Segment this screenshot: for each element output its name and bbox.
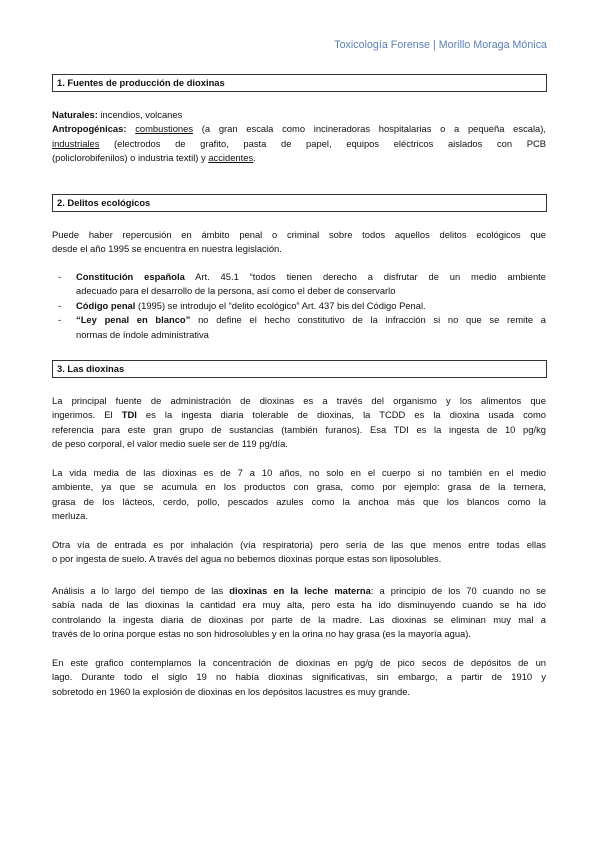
list-item-line bbox=[76, 313, 546, 327]
antropogenicas-text-2: (electrodos de grafito, pasta de papel, equipos eléctricos aislados con PCB bbox=[99, 137, 546, 149]
paragraph-line: sobretodo en 1960 la explosión de dioxinas en los depósitos lacustres es muy grande. bbox=[52, 685, 411, 697]
list-item-line bbox=[76, 270, 546, 284]
naturales-text: incendios, volcanes bbox=[97, 109, 183, 120]
naturales-label: Naturales: bbox=[52, 109, 98, 120]
dioxinas-paragraph-2 bbox=[52, 466, 546, 524]
paragraph-text: ingerimos. El bbox=[52, 409, 122, 421]
paragraph-line: sabía nada de las dioxinas la cantidad era muy alta, pero esta ha ido disminuyendo cuando se ha ido bbox=[52, 599, 546, 611]
accidentes-text: accidentes bbox=[208, 152, 254, 164]
section-title-text: 2. Delitos ecológicos bbox=[57, 197, 151, 208]
list-item-line: adecuado para el desarrollo de la persona, así como el deber de conservarlo bbox=[76, 285, 396, 297]
delitos-list bbox=[52, 270, 546, 342]
antropogenicas-text-3: (policlorobifenilos) o industria textil) y bbox=[52, 152, 209, 164]
paragraph-text: : a principio de los 70 cuando no se bbox=[370, 585, 546, 596]
list-item-line bbox=[76, 299, 546, 313]
section-delitos-intro bbox=[52, 228, 546, 257]
paragraph-line: grasa de los lácteos, cerdo, pollo, pescados azules como la anchoa más que los blancos como la bbox=[52, 495, 546, 507]
paragraph-line: través de lo orina porque estas no son hidrosolubles y en la orina no hay grasa (es la mayoría agua). bbox=[52, 628, 471, 640]
paragraph-line: referencia para este gran grupo de sustancias (también furanos). Esa TDI es la ingesta de 10 pg/kg bbox=[52, 423, 546, 435]
list-item-text: no define el hecho constitutivo de la infracción si no que se remite a bbox=[190, 314, 546, 326]
antropogenicas-line-3 bbox=[52, 151, 546, 165]
naturales-line bbox=[52, 108, 546, 122]
dioxinas-paragraph-4 bbox=[52, 584, 546, 642]
list-item-line: normas de índole administrativa bbox=[76, 328, 209, 340]
paragraph-line bbox=[52, 584, 546, 598]
tdi-term: TDI bbox=[121, 409, 137, 421]
list-item-ley-penal bbox=[52, 313, 546, 342]
list-item-codigo-penal bbox=[52, 299, 546, 313]
industriales-text: industriales bbox=[52, 137, 100, 149]
list-item-bold: Constitución española bbox=[76, 271, 185, 282]
section-title-delitos bbox=[52, 194, 547, 212]
list-item-bold: Código penal bbox=[76, 299, 136, 311]
list-item-text: Art. 45.1 “todos tienen derecho a disfrutar de un medio ambiente bbox=[184, 271, 546, 282]
paragraph-line: La principal fuente de administración de dioxinas es a través del organismo y los alimentos que bbox=[52, 395, 546, 406]
antropogenicas-label: Antropogénicas: bbox=[52, 123, 127, 135]
list-item-text: (1995) se introdujo el “delito ecológico” Art. 437 bis del Código Penal. bbox=[135, 299, 426, 311]
antropogenicas-line-2 bbox=[52, 137, 546, 151]
paragraph-line: o por ingesta de suelo. A través del agua no bebemos dioxinas porque estas son liposolubles. bbox=[52, 553, 442, 565]
antropogenicas-end: . bbox=[253, 152, 256, 164]
section-title-text: 1. Fuentes de producción de dioxinas bbox=[57, 77, 225, 88]
paragraph-line: La vida media de las dioxinas es de 7 a 10 años, no solo en el cuerpo si no también en el medio bbox=[52, 467, 546, 478]
leche-materna-term: dioxinas en la leche materna bbox=[229, 585, 371, 596]
paragraph-line: de peso corporal, el valor medio suele ser de 119 pg/día. bbox=[52, 438, 288, 450]
page-header: Toxicología Forense | Morillo Moraga Mónica bbox=[334, 39, 547, 51]
section-title-fuentes bbox=[52, 74, 547, 92]
paragraph-line: desde el año 1995 se encuentra en nuestra legislación. bbox=[52, 243, 282, 255]
list-dash: - bbox=[58, 271, 62, 282]
combustiones-text: combustiones bbox=[135, 123, 194, 135]
list-dash: - bbox=[58, 314, 62, 326]
section-fuentes-body bbox=[52, 108, 546, 166]
paragraph-line: Puede haber repercusión en ámbito penal o criminal sobre todos aquellos delitos ecológicos que bbox=[52, 229, 546, 240]
paragraph-text: Análisis a lo largo del tiempo de las bbox=[52, 585, 230, 596]
paragraph-line bbox=[52, 408, 546, 422]
section-title-dioxinas bbox=[52, 360, 547, 378]
list-item-bold: “Ley penal en blanco” bbox=[76, 314, 191, 326]
dioxinas-paragraph-3 bbox=[52, 538, 546, 567]
list-item-constitucion bbox=[52, 270, 546, 299]
paragraph-line: Otra vía de entrada es por inhalación (vía respiratoria) pero sería de las que menos entre todas ellas bbox=[52, 539, 546, 550]
antropogenicas-line-1 bbox=[52, 122, 546, 136]
antropogenicas-text-1: (a gran escala como incineradoras hospitalarias o a pequeña escala), bbox=[193, 123, 546, 135]
dioxinas-paragraph-5 bbox=[52, 656, 546, 699]
paragraph-line: ambiente, ya que se acumula en los productos con grasa, como por ejemplo: grasa de la ternera, bbox=[52, 481, 546, 493]
paragraph-line: controlando la ingesta diaria de dioxinas por parte de la madre. Las dioxinas se eliminan muy mal a bbox=[52, 613, 546, 625]
paragraph-line: En este grafico contemplamos la concentración de dioxinas en pg/g de pico secos de depósitos de un bbox=[52, 657, 546, 668]
section-title-text: 3. Las dioxinas bbox=[57, 363, 125, 374]
paragraph-line: merluza. bbox=[52, 510, 88, 522]
paragraph-line: lago. Durante todo el siglo 19 no había dioxinas significativas, sin embargo, a partir de 1910 y bbox=[52, 671, 546, 683]
paragraph-text: es la ingesta diaria tolerable de dioxinas, la TCDD es la dioxina usada como bbox=[136, 409, 546, 421]
list-dash: - bbox=[58, 299, 62, 311]
dioxinas-paragraph-1 bbox=[52, 394, 546, 452]
